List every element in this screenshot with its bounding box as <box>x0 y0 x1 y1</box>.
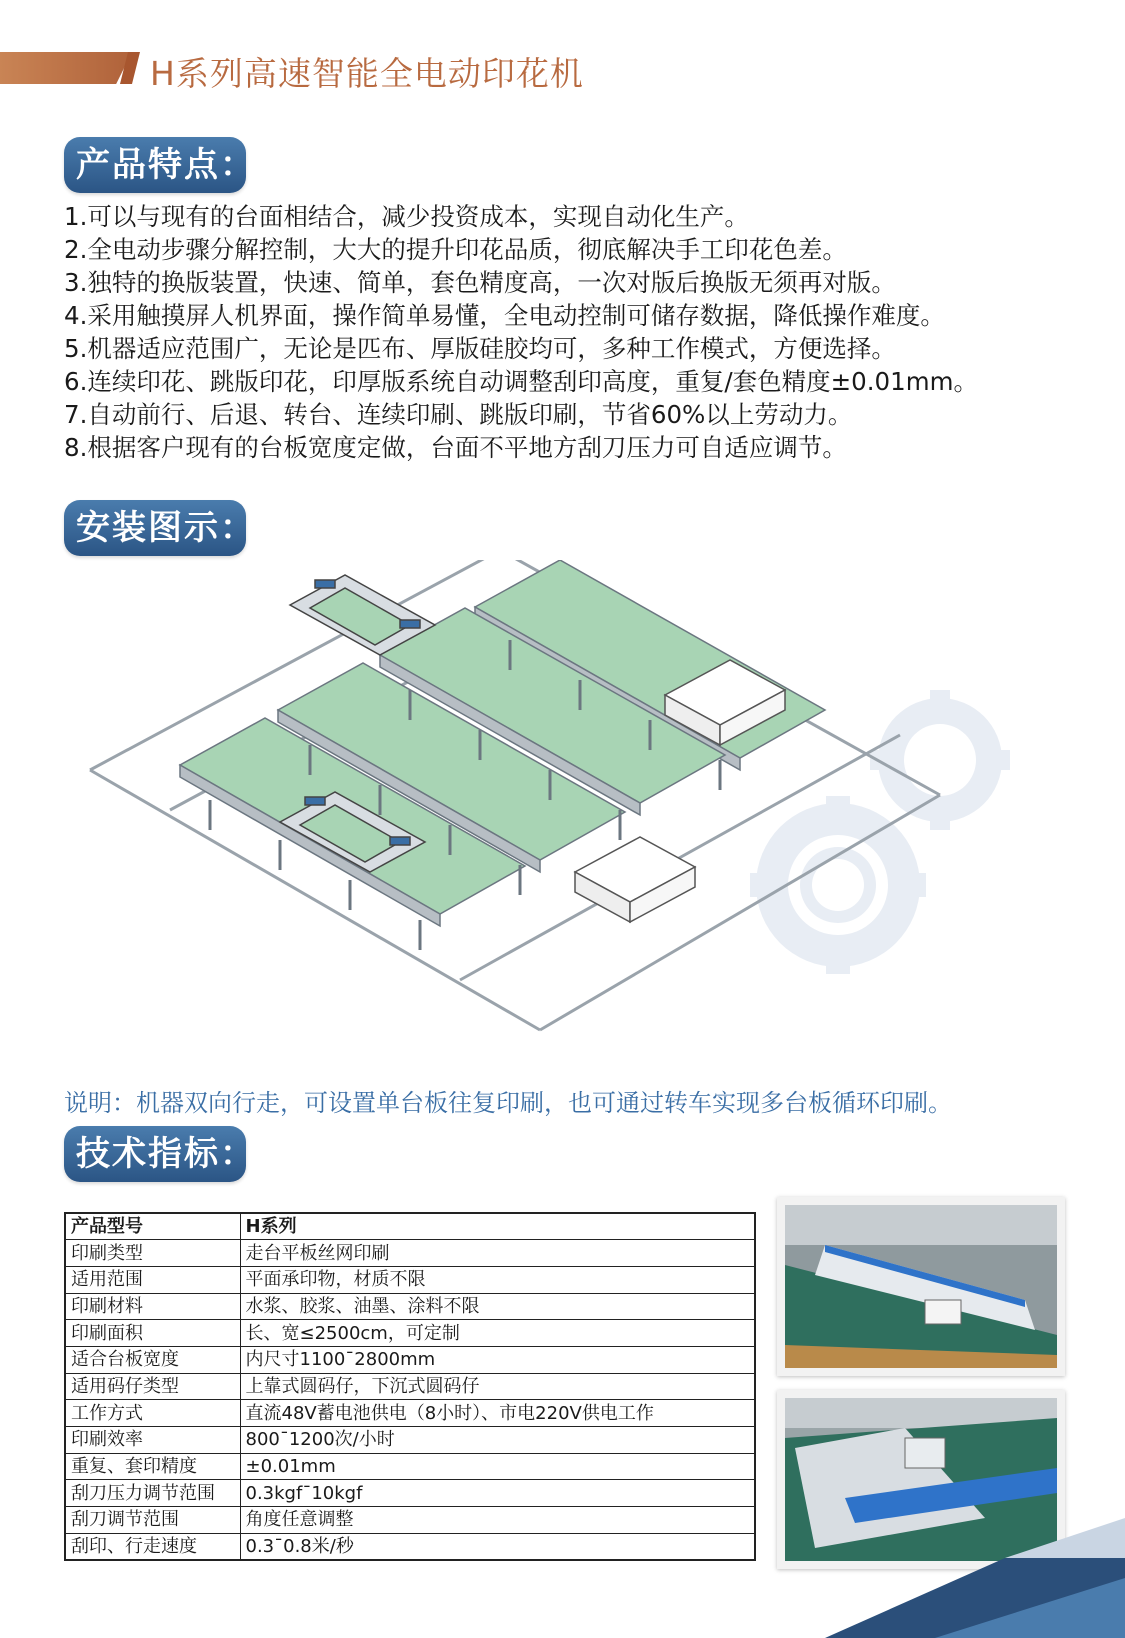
installation-heading: 安装图示： <box>64 500 246 556</box>
installation-diagram <box>80 560 1080 1075</box>
table-row <box>65 1373 755 1400</box>
feature-item: 5.机器适应范围广，无论是匹布、厚版硅胶均可，多种工作模式，方便选择。 <box>64 334 896 363</box>
table-row <box>65 1266 755 1293</box>
table-row <box>65 1346 755 1373</box>
spec-value: 0.3¯0.8米/秒 <box>240 1533 755 1560</box>
feature-item: 8.根据客户现有的台板宽度定做，台面不平地方刮刀压力可自适应调节。 <box>64 433 847 462</box>
features-heading: 产品特点： <box>64 137 246 193</box>
table-row <box>65 1533 755 1560</box>
specs-heading: 技术指标： <box>64 1126 246 1182</box>
spec-value: 上靠式圆码仔，下沉式圆码仔 <box>240 1373 755 1400</box>
spec-key: 产品型号 <box>65 1213 240 1240</box>
spec-key: 印刷材料 <box>65 1293 240 1320</box>
table-row <box>65 1507 755 1534</box>
spec-value: 800¯1200次/小时 <box>240 1427 755 1454</box>
table-row <box>65 1293 755 1320</box>
table-row <box>65 1240 755 1267</box>
spec-key: 适用范围 <box>65 1266 240 1293</box>
spec-key: 刮刀压力调节范围 <box>65 1480 240 1507</box>
table-row <box>65 1453 755 1480</box>
installation-note: 说明：机器双向行走，可设置单台板往复印刷，也可通过转车实现多台板循环印刷。 <box>64 1089 952 1117</box>
transfer-cart <box>575 837 695 922</box>
spec-key: 印刷面积 <box>65 1320 240 1347</box>
spec-value: 走台平板丝网印刷 <box>240 1240 755 1267</box>
table-row <box>65 1400 755 1427</box>
spec-key: 工作方式 <box>65 1400 240 1427</box>
spec-key: 印刷类型 <box>65 1240 240 1267</box>
feature-item: 2.全电动步骤分解控制，大大的提升印花品质，彻底解决手工印花色差。 <box>64 235 847 264</box>
feature-item: 7.自动前行、后退、转台、连续印刷、跳版印刷，节省60%以上劳动力。 <box>64 400 853 429</box>
machine-photo <box>777 1197 1065 1376</box>
spec-value: 水浆、胶浆、油墨、涂料不限 <box>240 1293 755 1320</box>
spec-table <box>64 1212 756 1561</box>
feature-list <box>64 200 1104 464</box>
table-row <box>65 1320 755 1347</box>
spec-value: 直流48V蓄电池供电（8小时）、市电220V供电工作 <box>240 1400 755 1427</box>
feature-item: 6.连续印花、跳版印花，印厚版系统自动调整刮印高度，重复/套色精度±0.01mm。 <box>64 367 978 396</box>
feature-item: 4.采用触摸屏人机界面，操作简单易懂，全电动控制可储存数据，降低操作难度。 <box>64 301 945 330</box>
feature-item: 3.独特的换版装置，快速、简单，套色精度高，一次对版后换版无须再对版。 <box>64 268 896 297</box>
feature-item: 1.可以与现有的台面相结合，减少投资成本，实现自动化生产。 <box>64 202 749 231</box>
spec-key: 刮刀调节范围 <box>65 1507 240 1534</box>
spec-key: 刮印、行走速度 <box>65 1533 240 1560</box>
table-row <box>65 1213 755 1240</box>
spec-key: 重复、套印精度 <box>65 1453 240 1480</box>
spec-value: 长、宽≤2500cm，可定制 <box>240 1320 755 1347</box>
table-row <box>65 1427 755 1454</box>
spec-key: 适合台板宽度 <box>65 1346 240 1373</box>
spec-key: 印刷效率 <box>65 1427 240 1454</box>
spec-value: 平面承印物，材质不限 <box>240 1266 755 1293</box>
table-row <box>65 1480 755 1507</box>
corner-decoration <box>705 1518 1125 1638</box>
spec-value: 角度任意调整 <box>240 1507 755 1534</box>
spec-value: H系列 <box>240 1213 755 1240</box>
header-accent-bar <box>0 52 132 84</box>
spec-key: 适用码仔类型 <box>65 1373 240 1400</box>
installation-drawing <box>80 560 1080 1075</box>
spec-value: 0.3kgf¯10kgf <box>240 1480 755 1507</box>
spec-value: 内尺寸1100¯2800mm <box>240 1346 755 1373</box>
page-title: H系列高速智能全电动印花机 <box>150 54 584 93</box>
spec-value: ±0.01mm <box>240 1453 755 1480</box>
